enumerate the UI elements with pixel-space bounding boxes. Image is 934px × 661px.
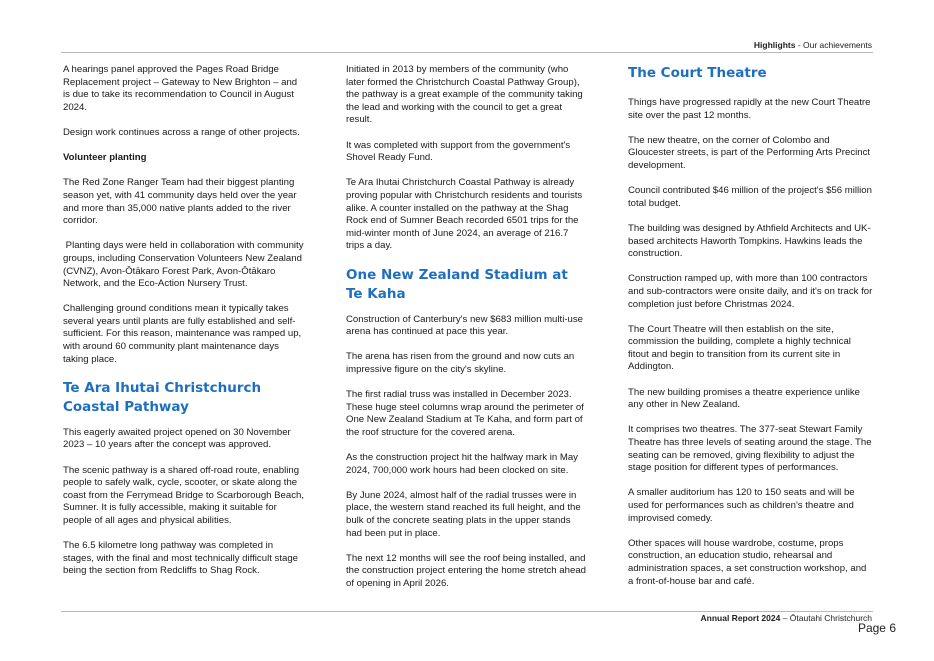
heading-court-theatre: The Court Theatre	[628, 65, 767, 81]
footer-report: Annual Report 2024	[700, 613, 781, 623]
footer-divider	[61, 611, 873, 612]
paragraph: The 6.5 kilometre long pathway was completed in stages, with the final and most technically difficult stage being the section from Redcliffs to Shag Rock.	[63, 540, 298, 577]
paragraph: Other spaces will house wardrobe, costume, props construction, an education studio, rehearsal and administration spaces, a set construction workshop, and a front-of-house bar and café.	[628, 537, 867, 587]
heading-stadium: One New Zealand Stadium at Te Kaha	[346, 266, 568, 302]
paragraph: A smaller auditorium has 120 to 150 seats and will be used for performances such as children's theatre and improvised comedy.	[628, 487, 855, 524]
paragraph: It was completed with support from the government's Shovel Ready Fund.	[346, 139, 571, 164]
paragraph: As the construction project hit the halfway mark in May 2024, 700,000 work hours had been clocked on site.	[346, 452, 578, 476]
page-number: Page 6	[857, 621, 896, 635]
paragraph: The next 12 months will see the roof being installed, and the construction project entering the home stretch ahead of opening in April 2026.	[346, 552, 586, 589]
column-left	[63, 64, 306, 591]
page-footer	[701, 613, 872, 623]
paragraph: The Court Theatre will then establish on the site, commission the building, complete a highly technical fitout and begin to transition from its current site in Addington.	[628, 323, 851, 373]
paragraph: This eagerly awaited project opened on 30 November 2023 – 10 years after the concept was approved.	[63, 426, 291, 451]
footer-separator: –	[780, 613, 790, 623]
paragraph: The new building promises a theatre experience unlike any other in New Zealand.	[628, 386, 860, 411]
paragraph: Construction of Canterbury's new $683 million multi-use arena has continued at pace this year.	[346, 313, 583, 338]
paragraph: The arena has risen from the ground and now cuts an impressive figure on the city's skyline.	[346, 351, 575, 375]
column-right	[628, 64, 874, 601]
header-section: Highlights	[753, 40, 796, 50]
paragraph: The Red Zone Ranger Team had their biggest planting season yet, with 41 community days held over the year and more than 35,000 native plants added to the river corridor.	[63, 177, 297, 227]
column-middle	[346, 64, 589, 603]
paragraph: Things have progressed rapidly at the new Court Theatre site over the past 12 months.	[628, 97, 871, 121]
header-divider	[61, 52, 873, 53]
paragraph: By June 2024, almost half of the radial trusses were in place, the western stand reached its full height, and the bulk of the concrete seating plats in the upper stands had been put in place.	[346, 489, 581, 539]
paragraph: The new theatre, on the corner of Colombo and Gloucester streets, is part of the Performing Arts Precinct development.	[628, 134, 871, 171]
paragraph: Te Ara Ihutai Christchurch Coastal Pathway is already proving popular with Christchurch residents and tourists alike. A counter installed on the pathway at the Shag Rock end of Sumner Beach recorded 6501 trips for the mid-winter month of June 2024, an average of 216.7 trips a day.	[346, 177, 583, 252]
heading-coastal-pathway: Te Ara Ihutai Christchurch Coastal Pathway	[63, 379, 262, 415]
paragraph: It comprises two theatres. The 377-seat Stewart Family Theatre has three levels of seating around the stage. The seating can be removed, giving flexibility to adjust the stage position for different types of performances.	[628, 424, 872, 474]
paragraph: The building was designed by Athfield Architects and UK-based architects Haworth Tompkins. Hawkins leads the construction.	[628, 222, 871, 260]
footer-org: Ōtautahi Christchurch	[789, 613, 872, 623]
paragraph: Design work continues across a range of other projects.	[63, 126, 300, 138]
paragraph: Initiated in 2013 by members of the community (who later formed the Christchurch Coastal Pathway Group), the pathway is a great example of the community taking the lead and working with the council to get a great result.	[346, 64, 583, 126]
subheading-volunteer-planting: Volunteer planting	[63, 152, 147, 164]
paragraph: Council contributed $46 million of the project's $56 million total budget.	[628, 185, 872, 209]
header-subtitle: Our achievements	[803, 40, 872, 50]
paragraph: The first radial truss was installed in December 2023. These huge steel columns wrap around the perimeter of One New Zealand Stadium at Te Kaha, and form part of the roof structure for the covered arena.	[346, 389, 584, 438]
paragraph: Challenging ground conditions mean it typically takes several years until plants are fully established and self-sufficient. For this reason, maintenance was ramped up, with around 60 community plant maintenance days taking place.	[63, 303, 302, 365]
paragraph: A hearings panel approved the Pages Road Bridge Replacement project – Gateway to New Brighton – and is due to take its recommendation to Council in August 2024.	[63, 64, 298, 113]
page-header	[754, 40, 872, 50]
paragraph: Construction ramped up, with more than 100 contractors and sub-contractors were onsite daily, and it's on track for completion just before Christmas 2024.	[628, 273, 873, 310]
paragraph: The scenic pathway is a shared off-road route, enabling people to safely walk, cycle, scooter, or skate along the coast from the Ferrymead Bridge to Scarborough Beach, Sumner. It is fully accessible, making it suitable for people of all ages and physical abilities.	[63, 464, 305, 526]
paragraph: Planting days were held in collaboration with community groups, including Conservation Volunteers New Zealand (CVNZ), Avon-Ōtākaro Forest Park, Avon-Ōtākaro Network, and the Eco-Action Nursery Trust.	[63, 240, 307, 290]
header-separator: -	[795, 40, 804, 50]
